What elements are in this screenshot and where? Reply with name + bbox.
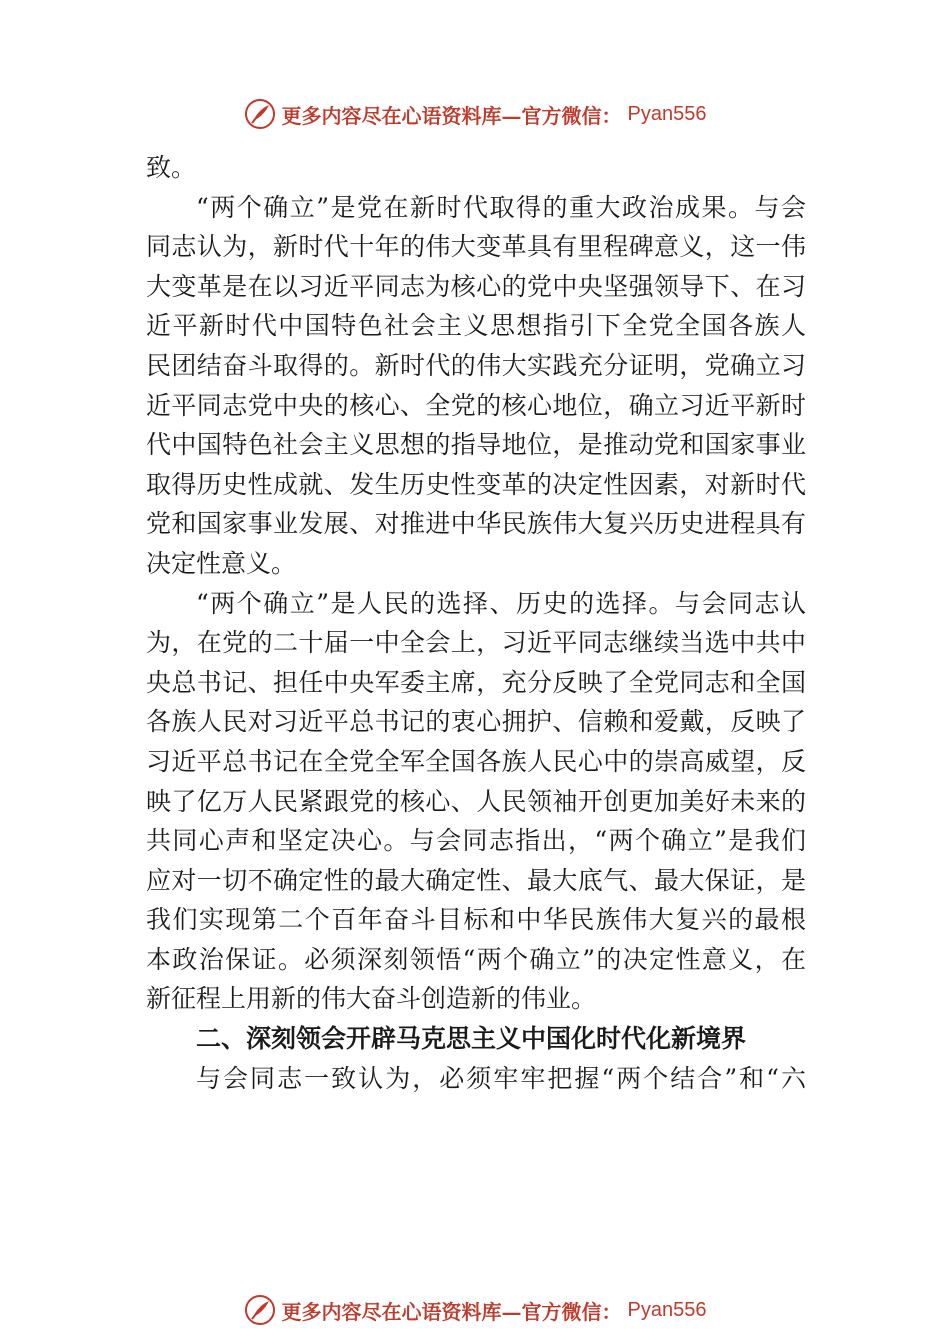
text-line: 决定性意义。 (146, 548, 297, 578)
watermark-text: 更多内容尽在心语资料库—官方微信： (281, 1299, 622, 1324)
text-line: 共同心声和坚定决心。与会同志指出，“两个确立”是我们 (146, 826, 806, 856)
text-line: “两个确立”是人民的选择、历史的选择。与会同志认 (196, 588, 806, 618)
text-line: 党和国家事业发展、对推进中华民族伟大复兴历史进程具有 (146, 509, 806, 539)
text-line: 新征程上用新的伟大奋斗创造新的伟业。 (146, 984, 597, 1014)
text-line: 近平新时代中国特色社会主义思想指引下全党全国各族人 (146, 311, 806, 341)
text-line: 致。 (146, 153, 197, 182)
text-line: 央总书记、担任中央军委主席，充分反映了全党同志和全国 (146, 667, 806, 697)
text-line: 映了亿万人民紧跟党的核心、人民领袖开创更加美好未来的 (146, 786, 806, 816)
text-line: 代中国特色社会主义思想的指导地位，是推动党和国家事业 (146, 430, 806, 460)
watermark-text: 更多内容尽在心语资料库—官方微信： (281, 103, 622, 128)
text-line: 同志认为，新时代十年的伟大变革具有里程碑意义，这一伟 (146, 232, 806, 262)
text-line: 民团结奋斗取得的。新时代的伟大实践充分证明，党确立习 (146, 350, 806, 380)
watermark-header (0, 94, 950, 134)
feather-pen-logo-icon (244, 98, 276, 130)
watermark-wechat-id: Pyan556 (627, 102, 707, 125)
text-line: 本政治保证。必须深刻领悟“两个确立”的决定性意义，在 (146, 944, 806, 974)
text-line: 与会同志一致认为，必须牢牢把握“两个结合”和“六 (196, 1063, 806, 1093)
text-line: 习近平总书记在全党全军全国各族人民心中的崇高威望，反 (146, 746, 806, 776)
watermark-footer (0, 1290, 950, 1330)
text-line: 取得历史性成就、发生历史性变革的决定性因素，对新时代 (146, 469, 806, 499)
text-line: 应对一切不确定性的最大确定性、最大底气、最大保证，是 (146, 865, 806, 895)
text-line: “两个确立”是党在新时代取得的重大政治成果。与会 (196, 192, 806, 222)
document-body (146, 148, 806, 1098)
paragraph-lines (146, 148, 806, 1019)
text-line: 为，在党的二十届一中全会上，习近平同志继续当选中共中 (146, 628, 806, 658)
text-line: 近平同志党中央的核心、全党的核心地位，确立习近平新时 (146, 390, 806, 420)
watermark-wechat-id: Pyan556 (627, 1298, 707, 1321)
text-line: 大变革是在以习近平同志为核心的党中央坚强领导下、在习 (146, 271, 806, 301)
text-line: 我们实现第二个百年奋斗目标和中华民族伟大复兴的最根 (146, 905, 806, 935)
section-heading: 二、深刻领会开辟马克思主义中国化时代化新境界 (196, 1024, 747, 1054)
text-line: 各族人民对习近平总书记的衷心拥护、信赖和爱戴，反映了 (146, 707, 806, 737)
feather-pen-logo-icon (244, 1294, 276, 1326)
